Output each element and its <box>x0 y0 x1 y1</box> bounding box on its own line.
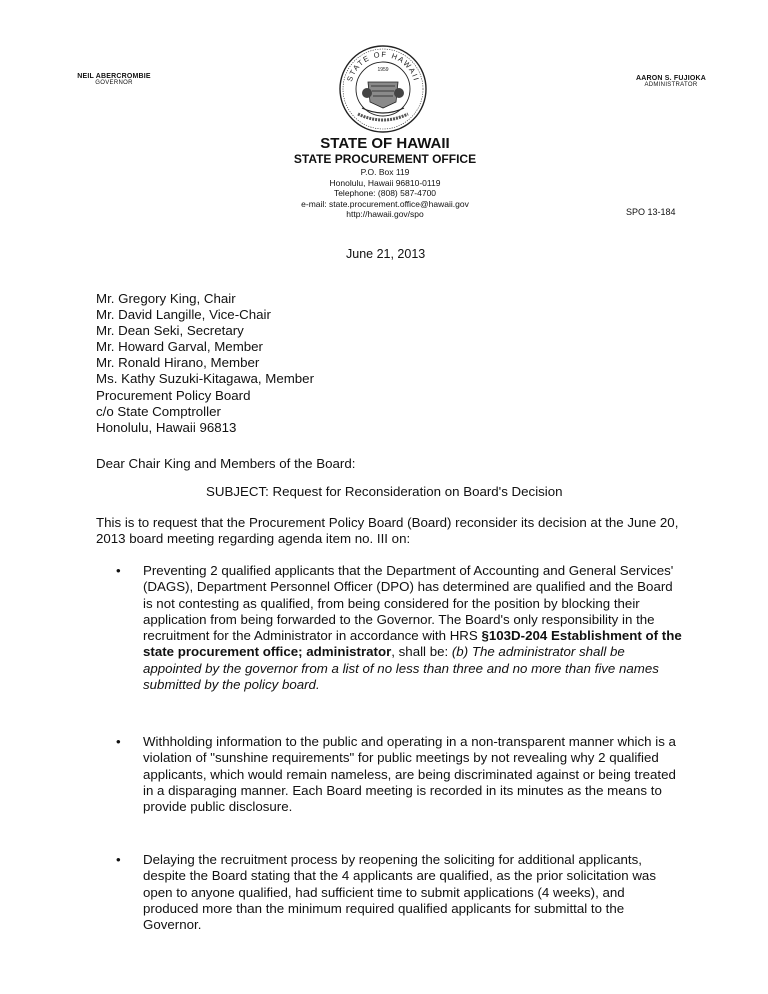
bullet-marker: • <box>116 852 121 867</box>
addressee-block <box>96 291 314 436</box>
salutation: Dear Chair King and Members of the Board: <box>96 456 356 471</box>
governor-block <box>66 73 162 86</box>
addressee-line: c/o State Comptroller <box>96 403 221 419</box>
office-name: STATE PROCUREMENT OFFICE <box>293 152 477 166</box>
bullet-marker: • <box>116 734 121 749</box>
list-item <box>116 563 682 693</box>
statute-reference: §103D-204 Establishment of the state procurement office; administrator <box>143 628 682 660</box>
statute-quote: (b) The administrator shall be appointed by the governor from a list of no less than three and no more than five names submitted by the policy board. <box>143 644 659 693</box>
addressee-line: Ms. Kathy Suzuki-Kitagawa, Member <box>96 371 315 387</box>
list-item <box>116 852 682 933</box>
city-line: Honolulu, Hawaii 96810-0119 <box>329 177 441 188</box>
bullet-marker: • <box>116 563 121 578</box>
state-seal-icon <box>338 44 428 134</box>
addressee-line: Honolulu, Hawaii 96813 <box>96 419 237 435</box>
letter-date: June 21, 2013 <box>346 247 426 261</box>
addressee-line: Mr. Gregory King, Chair <box>96 291 236 306</box>
addressee-line: Mr. Ronald Hirano, Member <box>96 355 260 371</box>
bullet-text-continued: , shall be: <box>391 644 452 660</box>
governor-title: GOVERNOR <box>95 80 133 86</box>
administrator-title: ADMINISTRATOR <box>644 82 698 88</box>
seal-year: 1959 <box>377 67 389 73</box>
reference-number: SPO 13-184 <box>626 207 676 217</box>
governor-name: NEIL ABERCROMBIE <box>77 73 151 80</box>
bullet-text: Delaying the recruitment process by reopening the soliciting for additional applicants, despite the Board stating that the 4 applicants are qualified, as the prior solicitation was open to anyone qualified, had sufficient time to submit applications (4 weeks), and produced more than the minimum required qualified applicants for submittal to the Governor. <box>143 852 656 933</box>
list-item <box>116 734 682 815</box>
administrator-name: AARON S. FUJIOKA <box>635 75 707 82</box>
letterhead-header <box>230 135 540 220</box>
addressee-line: Mr. Dean Seki, Secretary <box>96 323 244 339</box>
addressee-line: Mr. David Langille, Vice-Chair <box>96 307 271 323</box>
addressee-line: Procurement Policy Board <box>96 387 251 403</box>
administrator-block <box>625 75 717 88</box>
subject-line: SUBJECT: Request for Reconsideration on Board's Decision <box>206 484 563 499</box>
po-box: P.O. Box 119 <box>360 167 410 177</box>
state-name: STATE OF HAWAII <box>320 135 450 152</box>
telephone: Telephone: (808) 587-4700 <box>333 188 437 198</box>
intro-paragraph: This is to request that the Procurement Policy Board (Board) reconsider its decision at the June 20, 2013 board meeting regarding agenda item no. III on: <box>96 515 679 546</box>
bullet-text: Withholding information to the public and operating in a non-transparent manner which is a violation of "sunshine requirements" for public meetings by not revealing why 2 qualified applicants, which would remain nameless, are being discriminated against or being treated in a disparaging manner. Each Board meeting is recorded in its minutes as the means to provide public disclosure. <box>143 734 676 815</box>
email: e-mail: state.procurement.office@hawaii.gov <box>301 198 469 209</box>
seal-text: STATE OF HAWAII <box>344 49 422 83</box>
website: http://hawaii.gov/spo <box>346 209 424 219</box>
bullet-text: Preventing 2 qualified applicants that the Department of Accounting and General Services' (DAGS), Department Personnel Officer (DPO) has determined are qualified and the Board is not contesting as qualified, from being considered for the position by blocking their application from being forwarded to the Governor. The Board's only responsibility in the recruitment for the Administrator in accordance with HRS <box>143 563 674 644</box>
addressee-line: Mr. Howard Garval, Member <box>96 339 263 355</box>
